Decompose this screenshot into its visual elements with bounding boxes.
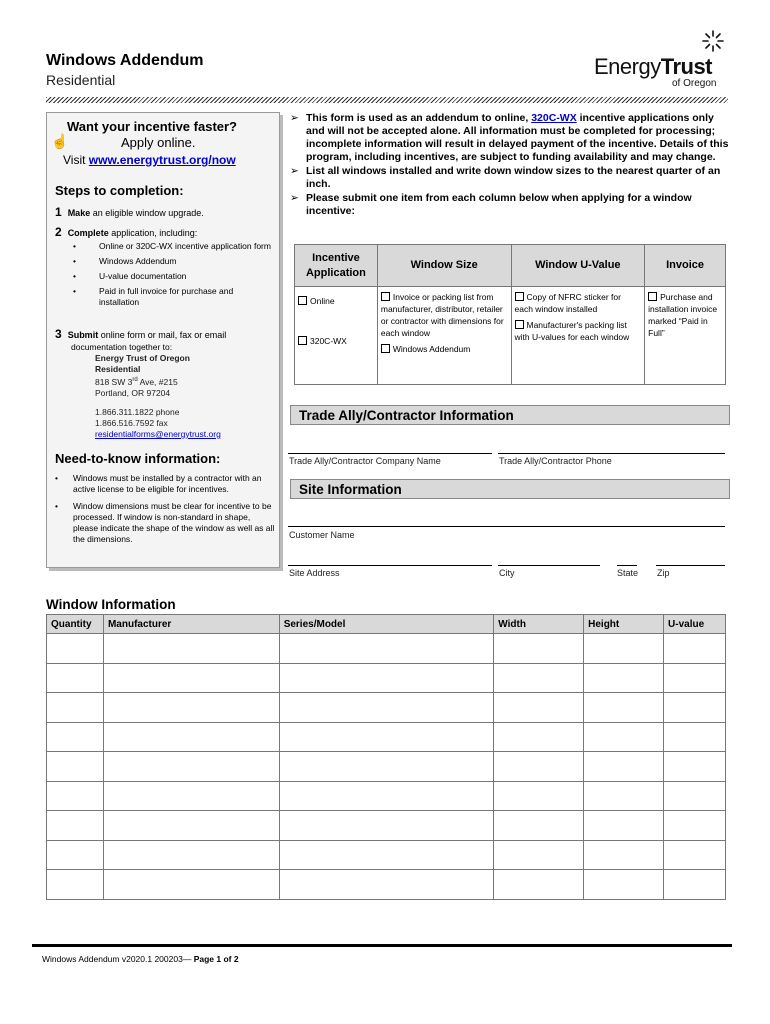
list-item: • Windows must be installed by a contractor with an active license to be eligible for incentives. xyxy=(53,473,275,495)
quantity-cell[interactable] xyxy=(47,663,104,693)
step-2 xyxy=(55,225,197,239)
width-cell[interactable] xyxy=(494,840,584,870)
list-item: • Online or 320C-WX incentive application form xyxy=(73,241,273,252)
incentive-requirements-table xyxy=(294,244,726,385)
height-cell[interactable] xyxy=(584,752,664,782)
table-row xyxy=(47,752,726,782)
width-cell[interactable] xyxy=(494,663,584,693)
contact-info xyxy=(95,407,221,440)
320c-wx-label: 320C-WX xyxy=(310,336,347,346)
table-row xyxy=(47,840,726,870)
table-row xyxy=(47,722,726,752)
manufacturer-cell[interactable] xyxy=(103,840,279,870)
quantity-cell[interactable] xyxy=(47,811,104,841)
col-header-height: Height xyxy=(584,615,664,634)
col-header-manufacturer: Manufacturer xyxy=(103,615,279,634)
online-label: Online xyxy=(310,296,335,306)
width-cell[interactable] xyxy=(494,693,584,723)
windows-addendum-label: Windows Addendum xyxy=(392,344,471,354)
invoice-options xyxy=(645,287,726,385)
sunburst-logo-icon xyxy=(702,30,724,52)
u-value-cell[interactable] xyxy=(664,693,726,723)
u-value-cell[interactable] xyxy=(664,781,726,811)
manufacturer-cell[interactable] xyxy=(103,870,279,900)
col-header-width: Width xyxy=(494,615,584,634)
series-model-cell[interactable] xyxy=(279,752,494,782)
quantity-cell[interactable] xyxy=(47,752,104,782)
logo-word-trust: Trust xyxy=(660,54,713,79)
customer-name-label: Customer Name xyxy=(289,530,355,540)
site-address-label: Site Address xyxy=(289,568,340,578)
step-3-verb: Submit xyxy=(67,330,99,340)
manufacturer-cell[interactable] xyxy=(103,811,279,841)
width-cell[interactable] xyxy=(494,752,584,782)
col-header-incentive-application: Incentive Application xyxy=(295,245,378,287)
incentive-application-options xyxy=(295,287,378,385)
manufacturer-cell[interactable] xyxy=(103,634,279,664)
step-2-text: application, including: xyxy=(108,228,198,238)
height-cell[interactable] xyxy=(584,722,664,752)
address-street-pre: 818 SW 3 xyxy=(95,376,133,387)
col-header-quantity: Quantity xyxy=(47,615,104,634)
packing-list-u-values-checkbox[interactable] xyxy=(515,320,524,329)
u-value-cell[interactable] xyxy=(664,634,726,664)
step-3-docs: documentation together to: xyxy=(71,342,173,352)
step-1 xyxy=(55,205,204,219)
site-information-section-header: Site Information xyxy=(290,479,730,499)
footer-version: Windows Addendum v2020.1 200203— xyxy=(42,954,194,964)
instruction-1-pre: This form is used as an addendum to online, xyxy=(306,112,532,124)
fax-number: 1.866.516.7592 fax xyxy=(95,418,168,428)
paid-invoice-label: Purchase and installation invoice marked “Paid in Full” xyxy=(648,292,718,338)
series-model-cell[interactable] xyxy=(279,693,494,723)
width-cell[interactable] xyxy=(494,811,584,841)
col-header-window-u-value: Window U-Value xyxy=(511,245,645,287)
option-online xyxy=(298,295,374,307)
series-model-cell[interactable] xyxy=(279,811,494,841)
step-2-number: 2 xyxy=(55,225,62,239)
quantity-cell[interactable] xyxy=(47,840,104,870)
step-2-list xyxy=(73,241,273,312)
quantity-cell[interactable] xyxy=(47,722,104,752)
option-windows-addendum xyxy=(381,343,508,355)
visit-line xyxy=(63,153,236,167)
manufacturer-cell[interactable] xyxy=(103,722,279,752)
phone-number: 1.866.311.1822 phone xyxy=(95,407,180,417)
site-address-field[interactable] xyxy=(288,565,492,566)
step-1-number: 1 xyxy=(55,205,62,219)
nfrc-sticker-checkbox[interactable] xyxy=(515,292,524,301)
online-checkbox[interactable] xyxy=(298,296,307,305)
energy-trust-logo xyxy=(594,30,724,90)
height-cell[interactable] xyxy=(584,811,664,841)
state-field[interactable] xyxy=(617,565,637,566)
option-320c-wx xyxy=(298,335,374,347)
height-cell[interactable] xyxy=(584,634,664,664)
need-to-know-heading: Need-to-know information: xyxy=(55,451,221,466)
col-header-series-model: Series/Model xyxy=(279,615,494,634)
u-value-cell[interactable] xyxy=(664,840,726,870)
series-model-cell[interactable] xyxy=(279,870,494,900)
header-divider xyxy=(46,97,728,103)
step-2-verb: Complete xyxy=(67,228,109,238)
company-name-label: Trade Ally/Contractor Company Name xyxy=(289,456,441,466)
packing-list-u-values-label: Manufacturer's packing list with U-values for each window xyxy=(514,320,630,342)
series-model-cell[interactable] xyxy=(279,781,494,811)
step-3 xyxy=(55,327,226,341)
apply-online-text: Apply online. xyxy=(121,135,196,150)
instruction-1-post: incentive applications only and will not be accepted alone. All information must be completed for processing; incomplete information will result in delayed payment of the incentive. Details of this program, including incentives, are subject to funding availability and may change. xyxy=(306,112,729,163)
paid-invoice-checkbox[interactable] xyxy=(648,292,657,301)
address-street-post: Ave, #215 xyxy=(137,376,178,387)
invoice-packing-list-label: Invoice or packing list from manufacturer, distributor, retailer or contractor with dimensions for each window xyxy=(380,292,504,338)
quantity-cell[interactable] xyxy=(47,634,104,664)
u-value-cell[interactable] xyxy=(664,663,726,693)
invoice-packing-list-checkbox[interactable] xyxy=(381,292,390,301)
logo-subtext: of Oregon xyxy=(672,78,717,89)
page-title: Windows Addendum xyxy=(46,52,204,69)
city-field[interactable] xyxy=(498,565,600,566)
series-model-cell[interactable] xyxy=(279,840,494,870)
list-item: • U-value documentation xyxy=(73,271,273,282)
320c-wx-checkbox[interactable] xyxy=(298,336,307,345)
trade-ally-section-header: Trade Ally/Contractor Information xyxy=(290,405,730,425)
table-row xyxy=(47,663,726,693)
height-cell[interactable] xyxy=(584,781,664,811)
list-item: • Paid in full invoice for purchase and installation xyxy=(73,286,273,308)
energytrust-now-link[interactable]: www.energytrust.org/now xyxy=(88,153,236,167)
width-cell[interactable] xyxy=(494,634,584,664)
instruction-item: ➢ List all windows installed and write down window sizes to the nearest quarter of an inch. xyxy=(290,165,730,191)
zip-field[interactable] xyxy=(656,565,725,566)
address-dept: Residential xyxy=(95,364,141,374)
step-1-text: an eligible window upgrade. xyxy=(90,208,204,218)
series-model-cell[interactable] xyxy=(279,722,494,752)
width-cell[interactable] xyxy=(494,722,584,752)
window-size-options xyxy=(377,287,511,385)
series-model-cell[interactable] xyxy=(279,634,494,664)
nfrc-sticker-label: Copy of NFRC sticker for each window installed xyxy=(514,292,621,314)
manufacturer-cell[interactable] xyxy=(103,663,279,693)
need-to-know-list xyxy=(53,473,275,551)
table-row xyxy=(47,811,726,841)
table-row xyxy=(47,693,726,723)
visit-prefix: Visit xyxy=(63,153,89,167)
col-header-u-value: U-value xyxy=(664,615,726,634)
quantity-cell[interactable] xyxy=(47,781,104,811)
step-3-number: 3 xyxy=(55,327,62,341)
quantity-cell[interactable] xyxy=(47,870,104,900)
option-invoice-packing-list xyxy=(381,291,508,339)
u-value-cell[interactable] xyxy=(664,811,726,841)
address-city: Portland, OR 97204 xyxy=(95,387,171,398)
footer-page-number: Page 1 of 2 xyxy=(193,954,239,964)
contractor-phone-field[interactable] xyxy=(498,453,725,454)
table-row xyxy=(47,870,726,900)
u-value-cell[interactable] xyxy=(664,722,726,752)
windows-addendum-checkbox[interactable] xyxy=(381,344,390,353)
steps-heading: Steps to completion: xyxy=(55,183,184,198)
sidebar-box xyxy=(46,112,280,568)
page-subtitle: Residential xyxy=(46,72,116,88)
quantity-cell[interactable] xyxy=(47,693,104,723)
col-header-invoice: Invoice xyxy=(645,245,726,287)
mailing-address xyxy=(95,353,190,399)
instruction-item: ➢ Please submit one item from each column below when applying for a window incentive: xyxy=(290,192,730,218)
window-information-heading: Window Information xyxy=(46,597,176,612)
page-footer xyxy=(42,954,239,964)
footer-divider xyxy=(32,944,732,947)
address-street-sup: rd xyxy=(132,377,138,383)
email-link[interactable]: residentialforms@energytrust.org xyxy=(95,429,221,439)
option-paid-invoice xyxy=(648,291,722,339)
width-cell[interactable] xyxy=(494,781,584,811)
city-label: City xyxy=(499,568,515,578)
window-information-table xyxy=(46,614,726,900)
320c-wx-link[interactable]: 320C-WX xyxy=(531,112,577,124)
u-value-cell[interactable] xyxy=(664,752,726,782)
table-row xyxy=(47,781,726,811)
u-value-options xyxy=(511,287,645,385)
manufacturer-cell[interactable] xyxy=(103,781,279,811)
table-row xyxy=(47,634,726,664)
height-cell[interactable] xyxy=(584,870,664,900)
pointing-hand-icon: ☝ xyxy=(51,133,69,149)
instructions-list xyxy=(290,112,730,219)
height-cell[interactable] xyxy=(584,663,664,693)
logo-word-energy: Energy xyxy=(594,54,661,79)
u-value-cell[interactable] xyxy=(664,870,726,900)
logo-wordmark xyxy=(594,54,712,80)
option-packing-list-u-values xyxy=(515,319,642,343)
address-org: Energy Trust of Oregon xyxy=(95,353,190,363)
contractor-phone-label: Trade Ally/Contractor Phone xyxy=(499,456,612,466)
series-model-cell[interactable] xyxy=(279,663,494,693)
step-1-verb: Make xyxy=(67,208,91,218)
manufacturer-cell[interactable] xyxy=(103,752,279,782)
customer-name-field[interactable] xyxy=(288,526,725,527)
address-street xyxy=(95,375,190,388)
list-item: • Window dimensions must be clear for incentive to be processed. If window is non-standard in shape, please indicate the shape of the window as well as all the dimensions. xyxy=(53,501,275,545)
col-header-window-size: Window Size xyxy=(377,245,511,287)
incentive-faster-heading: Want your incentive faster? xyxy=(67,119,237,134)
height-cell[interactable] xyxy=(584,840,664,870)
step-3-text: online form or mail, fax or email xyxy=(98,330,227,340)
state-label: State xyxy=(617,568,639,578)
zip-label: Zip xyxy=(657,568,670,578)
manufacturer-cell[interactable] xyxy=(103,693,279,723)
list-item: • Windows Addendum xyxy=(73,256,273,267)
height-cell[interactable] xyxy=(584,693,664,723)
instruction-item xyxy=(290,112,730,164)
option-nfrc-sticker xyxy=(515,291,642,315)
company-name-field[interactable] xyxy=(288,453,492,454)
width-cell[interactable] xyxy=(494,870,584,900)
